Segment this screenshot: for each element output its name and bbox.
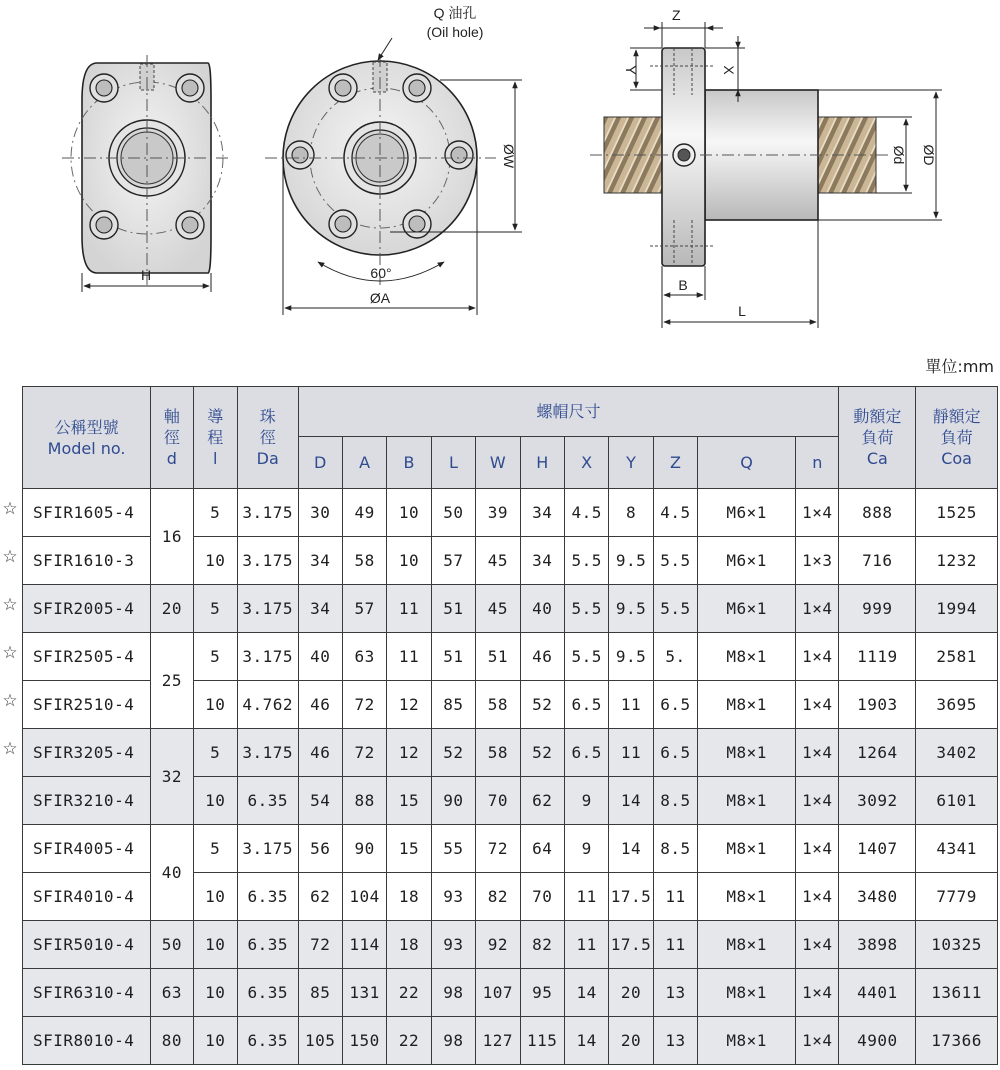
cell-model: SFIR2505-4 [23,633,151,681]
cell-A: 72 [342,681,386,729]
cell-Q: M8×1 [698,825,796,873]
table-row [23,729,998,777]
cell-dynamic-load: 716 [839,537,916,585]
cell-static-load: 3402 [916,729,998,777]
table-row [23,921,998,969]
cell-Y: 11 [609,681,653,729]
cell-A: 150 [342,1017,386,1065]
cell-static-load: 3695 [916,681,998,729]
star-marker-icon: ☆ [2,499,18,519]
cell-A: 63 [342,633,386,681]
header-col-Y: Y [609,437,653,489]
cell-Q: M8×1 [698,873,796,921]
header-col-W: W [476,437,520,489]
cell-lead: 5 [193,729,237,777]
cell-B: 18 [387,873,431,921]
header-sta-sym: Coa [941,449,972,468]
cell-ball-da: 6.35 [237,873,298,921]
cell-shaft-d: 20 [151,585,193,633]
dim-d-label: Ød [891,145,907,165]
technical-drawings [0,0,1000,340]
cell-D: 34 [298,537,342,585]
cell-shaft-d: 32 [151,729,193,825]
cell-ball-da: 6.35 [237,777,298,825]
cell-shaft-d: 16 [151,489,193,585]
cell-ball-da: 6.35 [237,1017,298,1065]
flange-front-view-square [62,55,232,292]
cell-Y: 9.5 [609,633,653,681]
cell-n: 1×4 [796,681,839,729]
header-dynamic-load [839,387,916,489]
cell-W: 58 [476,681,520,729]
header-col-X: X [564,437,608,489]
star-marker-icon: ☆ [2,643,18,663]
cell-H: 95 [520,969,564,1017]
cell-Q: M8×1 [698,729,796,777]
cell-n: 1×4 [796,585,839,633]
star-marker-icon: ☆ [2,547,18,567]
header-ball-zh1: 珠 [259,407,276,426]
cell-lead: 10 [193,681,237,729]
cell-W: 127 [476,1017,520,1065]
cell-ball-da: 3.175 [237,825,298,873]
cell-model: SFIR6310-4 [23,969,151,1017]
cell-Z: 5.5 [653,537,697,585]
cell-L: 93 [431,921,475,969]
dim-X-label: X [721,65,737,75]
cell-X: 9 [564,825,608,873]
cell-X: 14 [564,969,608,1017]
cell-W: 92 [476,921,520,969]
header-nut-group: 螺帽尺寸 [298,387,839,437]
cell-X: 5.5 [564,633,608,681]
cell-L: 50 [431,489,475,537]
cell-W: 70 [476,777,520,825]
cell-n: 1×4 [796,825,839,873]
cell-A: 57 [342,585,386,633]
header-shaft-zh1: 軸 [163,407,180,426]
header-col-L: L [431,437,475,489]
cell-B: 22 [387,1017,431,1065]
header-col-n: n [796,437,839,489]
header-sta-zh2: 負荷 [940,428,973,447]
cell-B: 15 [387,777,431,825]
cell-ball-da: 3.175 [237,537,298,585]
cell-shaft-d: 80 [151,1017,193,1065]
cell-D: 30 [298,489,342,537]
dim-W-label: ØW [501,143,517,169]
cell-W: 107 [476,969,520,1017]
cell-ball-da: 3.175 [237,633,298,681]
cell-lead: 5 [193,585,237,633]
cell-A: 72 [342,729,386,777]
oil-hole-label-en: (Oil hole) [426,24,484,40]
cell-B: 12 [387,729,431,777]
cell-model: SFIR4010-4 [23,873,151,921]
cell-D: 40 [298,633,342,681]
cell-model: SFIR1605-4 [23,489,151,537]
cell-Y: 11 [609,729,653,777]
cell-Y: 14 [609,825,653,873]
cell-X: 4.5 [564,489,608,537]
cell-static-load: 7779 [916,873,998,921]
header-shaft-zh2: 徑 [163,428,180,447]
cell-D: 85 [298,969,342,1017]
header-lead-zh2: 程 [207,428,224,447]
cell-H: 64 [520,825,564,873]
cell-n: 1×4 [796,921,839,969]
cell-D: 46 [298,681,342,729]
cell-lead: 10 [193,1017,237,1065]
cell-model: SFIR5010-4 [23,921,151,969]
cell-Y: 17.5 [609,921,653,969]
cell-Z: 4.5 [653,489,697,537]
star-marker-icon: ☆ [2,691,18,711]
cell-X: 11 [564,873,608,921]
cell-ball-da: 6.35 [237,921,298,969]
cell-L: 93 [431,873,475,921]
cell-Y: 17.5 [609,873,653,921]
header-dyn-sym: Ca [866,449,888,468]
cell-Y: 9.5 [609,585,653,633]
cell-Z: 6.5 [653,729,697,777]
cell-B: 15 [387,825,431,873]
nut-side-view [590,7,942,328]
unit-label: 單位:mm [925,357,994,376]
header-model [23,387,151,489]
flange-front-view-round [265,5,522,315]
dim-A-label: ØA [369,290,391,306]
header-col-B: B [387,437,431,489]
cell-H: 52 [520,729,564,777]
cell-L: 85 [431,681,475,729]
table-row [23,1017,998,1065]
dim-Z-label: Z [672,7,681,23]
cell-static-load: 1994 [916,585,998,633]
cell-X: 5.5 [564,585,608,633]
cell-Q: M6×1 [698,585,796,633]
cell-D: 72 [298,921,342,969]
cell-Z: 8.5 [653,825,697,873]
cell-static-load: 1232 [916,537,998,585]
cell-n: 1×4 [796,729,839,777]
cell-dynamic-load: 1903 [839,681,916,729]
cell-Z: 8.5 [653,777,697,825]
star-marker-icon: ☆ [2,739,18,759]
cell-static-load: 6101 [916,777,998,825]
cell-Z: 5.5 [653,585,697,633]
cell-Q: M8×1 [698,969,796,1017]
cell-X: 5.5 [564,537,608,585]
header-shaft-sym: d [166,449,177,468]
star-marker-icon: ☆ [2,595,18,615]
cell-lead: 10 [193,921,237,969]
spec-table [22,386,998,1065]
cell-model: SFIR8010-4 [23,1017,151,1065]
header-lead [193,387,237,489]
cell-B: 11 [387,633,431,681]
cell-dynamic-load: 1264 [839,729,916,777]
cell-H: 115 [520,1017,564,1065]
cell-Q: M8×1 [698,1017,796,1065]
cell-Q: M6×1 [698,537,796,585]
cell-model: SFIR3210-4 [23,777,151,825]
cell-H: 52 [520,681,564,729]
cell-ball-da: 3.175 [237,489,298,537]
cell-W: 45 [476,585,520,633]
header-ball-sym: Da [256,449,279,468]
cell-A: 131 [342,969,386,1017]
cell-B: 22 [387,969,431,1017]
cell-n: 1×4 [796,777,839,825]
cell-Q: M6×1 [698,489,796,537]
cell-static-load: 17366 [916,1017,998,1065]
cell-B: 12 [387,681,431,729]
cell-shaft-d: 50 [151,921,193,969]
cell-H: 40 [520,585,564,633]
cell-D: 62 [298,873,342,921]
cell-model: SFIR2510-4 [23,681,151,729]
header-ball [237,387,298,489]
cell-A: 90 [342,825,386,873]
cell-D: 105 [298,1017,342,1065]
cell-Z: 6.5 [653,681,697,729]
dim-Y-label: Y [623,65,639,75]
header-model-en: Model no. [47,438,126,458]
cell-B: 18 [387,921,431,969]
cell-shaft-d: 40 [151,825,193,921]
cell-lead: 10 [193,873,237,921]
cell-D: 46 [298,729,342,777]
cell-Z: 11 [653,921,697,969]
cell-dynamic-load: 3898 [839,921,916,969]
cell-D: 54 [298,777,342,825]
cell-Z: 5. [653,633,697,681]
header-ball-zh2: 徑 [259,428,276,447]
cell-X: 14 [564,1017,608,1065]
header-dyn-zh1: 動額定 [853,407,902,426]
cell-Y: 20 [609,969,653,1017]
cell-Q: M8×1 [698,633,796,681]
cell-W: 39 [476,489,520,537]
cell-lead: 5 [193,489,237,537]
cell-ball-da: 3.175 [237,585,298,633]
header-col-H: H [520,437,564,489]
cell-lead: 10 [193,777,237,825]
header-col-A: A [342,437,386,489]
cell-A: 114 [342,921,386,969]
cell-L: 51 [431,585,475,633]
header-col-Q: Q [698,437,796,489]
cell-H: 34 [520,537,564,585]
cell-L: 52 [431,729,475,777]
cell-L: 90 [431,777,475,825]
cell-H: 70 [520,873,564,921]
oil-hole-label-zh: Q 油孔 [433,5,477,21]
cell-shaft-d: 25 [151,633,193,729]
cell-static-load: 4341 [916,825,998,873]
cell-B: 11 [387,585,431,633]
cell-A: 104 [342,873,386,921]
table-row [23,489,998,537]
cell-L: 98 [431,1017,475,1065]
cell-dynamic-load: 4900 [839,1017,916,1065]
cell-dynamic-load: 3092 [839,777,916,825]
header-lead-zh1: 導 [207,407,224,426]
header-col-D: D [298,437,342,489]
cell-model: SFIR2005-4 [23,585,151,633]
cell-n: 1×3 [796,537,839,585]
cell-X: 6.5 [564,729,608,777]
cell-lead: 10 [193,537,237,585]
cell-static-load: 13611 [916,969,998,1017]
cell-B: 10 [387,489,431,537]
cell-Z: 13 [653,1017,697,1065]
cell-L: 57 [431,537,475,585]
cell-model: SFIR1610-3 [23,537,151,585]
cell-n: 1×4 [796,969,839,1017]
table-row [23,969,998,1017]
header-shaft [151,387,193,489]
header-model-zh: 公稱型號 [54,417,119,437]
cell-model: SFIR4005-4 [23,825,151,873]
cell-n: 1×4 [796,489,839,537]
cell-L: 51 [431,633,475,681]
cell-L: 98 [431,969,475,1017]
cell-B: 10 [387,537,431,585]
cell-model: SFIR3205-4 [23,729,151,777]
dim-H-label: H [140,267,152,283]
header-lead-sym: l [213,449,218,468]
cell-W: 58 [476,729,520,777]
cell-dynamic-load: 4401 [839,969,916,1017]
dim-D-label: ØD [921,144,937,166]
table-row [23,825,998,873]
angle-label: 60° [370,265,392,281]
cell-H: 46 [520,633,564,681]
header-dyn-zh2: 負荷 [861,428,894,447]
cell-X: 6.5 [564,681,608,729]
cell-static-load: 2581 [916,633,998,681]
cell-shaft-d: 63 [151,969,193,1017]
cell-Z: 13 [653,969,697,1017]
cell-static-load: 1525 [916,489,998,537]
cell-n: 1×4 [796,1017,839,1065]
cell-dynamic-load: 888 [839,489,916,537]
cell-lead: 5 [193,633,237,681]
cell-X: 11 [564,921,608,969]
cell-dynamic-load: 1407 [839,825,916,873]
cell-A: 88 [342,777,386,825]
cell-ball-da: 3.175 [237,729,298,777]
cell-D: 56 [298,825,342,873]
cell-Y: 20 [609,1017,653,1065]
cell-W: 72 [476,825,520,873]
dim-B-label: B [678,277,688,293]
dim-L-label: L [738,303,746,319]
cell-Q: M8×1 [698,777,796,825]
cell-Z: 11 [653,873,697,921]
cell-lead: 10 [193,969,237,1017]
cell-H: 62 [520,777,564,825]
cell-Y: 14 [609,777,653,825]
cell-Y: 8 [609,489,653,537]
cell-Y: 9.5 [609,537,653,585]
cell-A: 49 [342,489,386,537]
cell-n: 1×4 [796,873,839,921]
cell-Q: M8×1 [698,921,796,969]
table-row [23,585,998,633]
cell-W: 45 [476,537,520,585]
cell-X: 9 [564,777,608,825]
cell-ball-da: 4.762 [237,681,298,729]
header-col-Z: Z [653,437,697,489]
cell-lead: 5 [193,825,237,873]
cell-dynamic-load: 999 [839,585,916,633]
cell-D: 34 [298,585,342,633]
cell-static-load: 10325 [916,921,998,969]
cell-A: 58 [342,537,386,585]
header-sta-zh1: 靜額定 [932,407,981,426]
cell-H: 34 [520,489,564,537]
cell-W: 82 [476,873,520,921]
cell-ball-da: 6.35 [237,969,298,1017]
cell-L: 55 [431,825,475,873]
cell-dynamic-load: 3480 [839,873,916,921]
cell-n: 1×4 [796,633,839,681]
cell-Q: M8×1 [698,681,796,729]
cell-H: 82 [520,921,564,969]
table-row [23,633,998,681]
header-static-load [916,387,998,489]
cell-dynamic-load: 1119 [839,633,916,681]
spec-table-body [23,489,998,1065]
cell-W: 51 [476,633,520,681]
